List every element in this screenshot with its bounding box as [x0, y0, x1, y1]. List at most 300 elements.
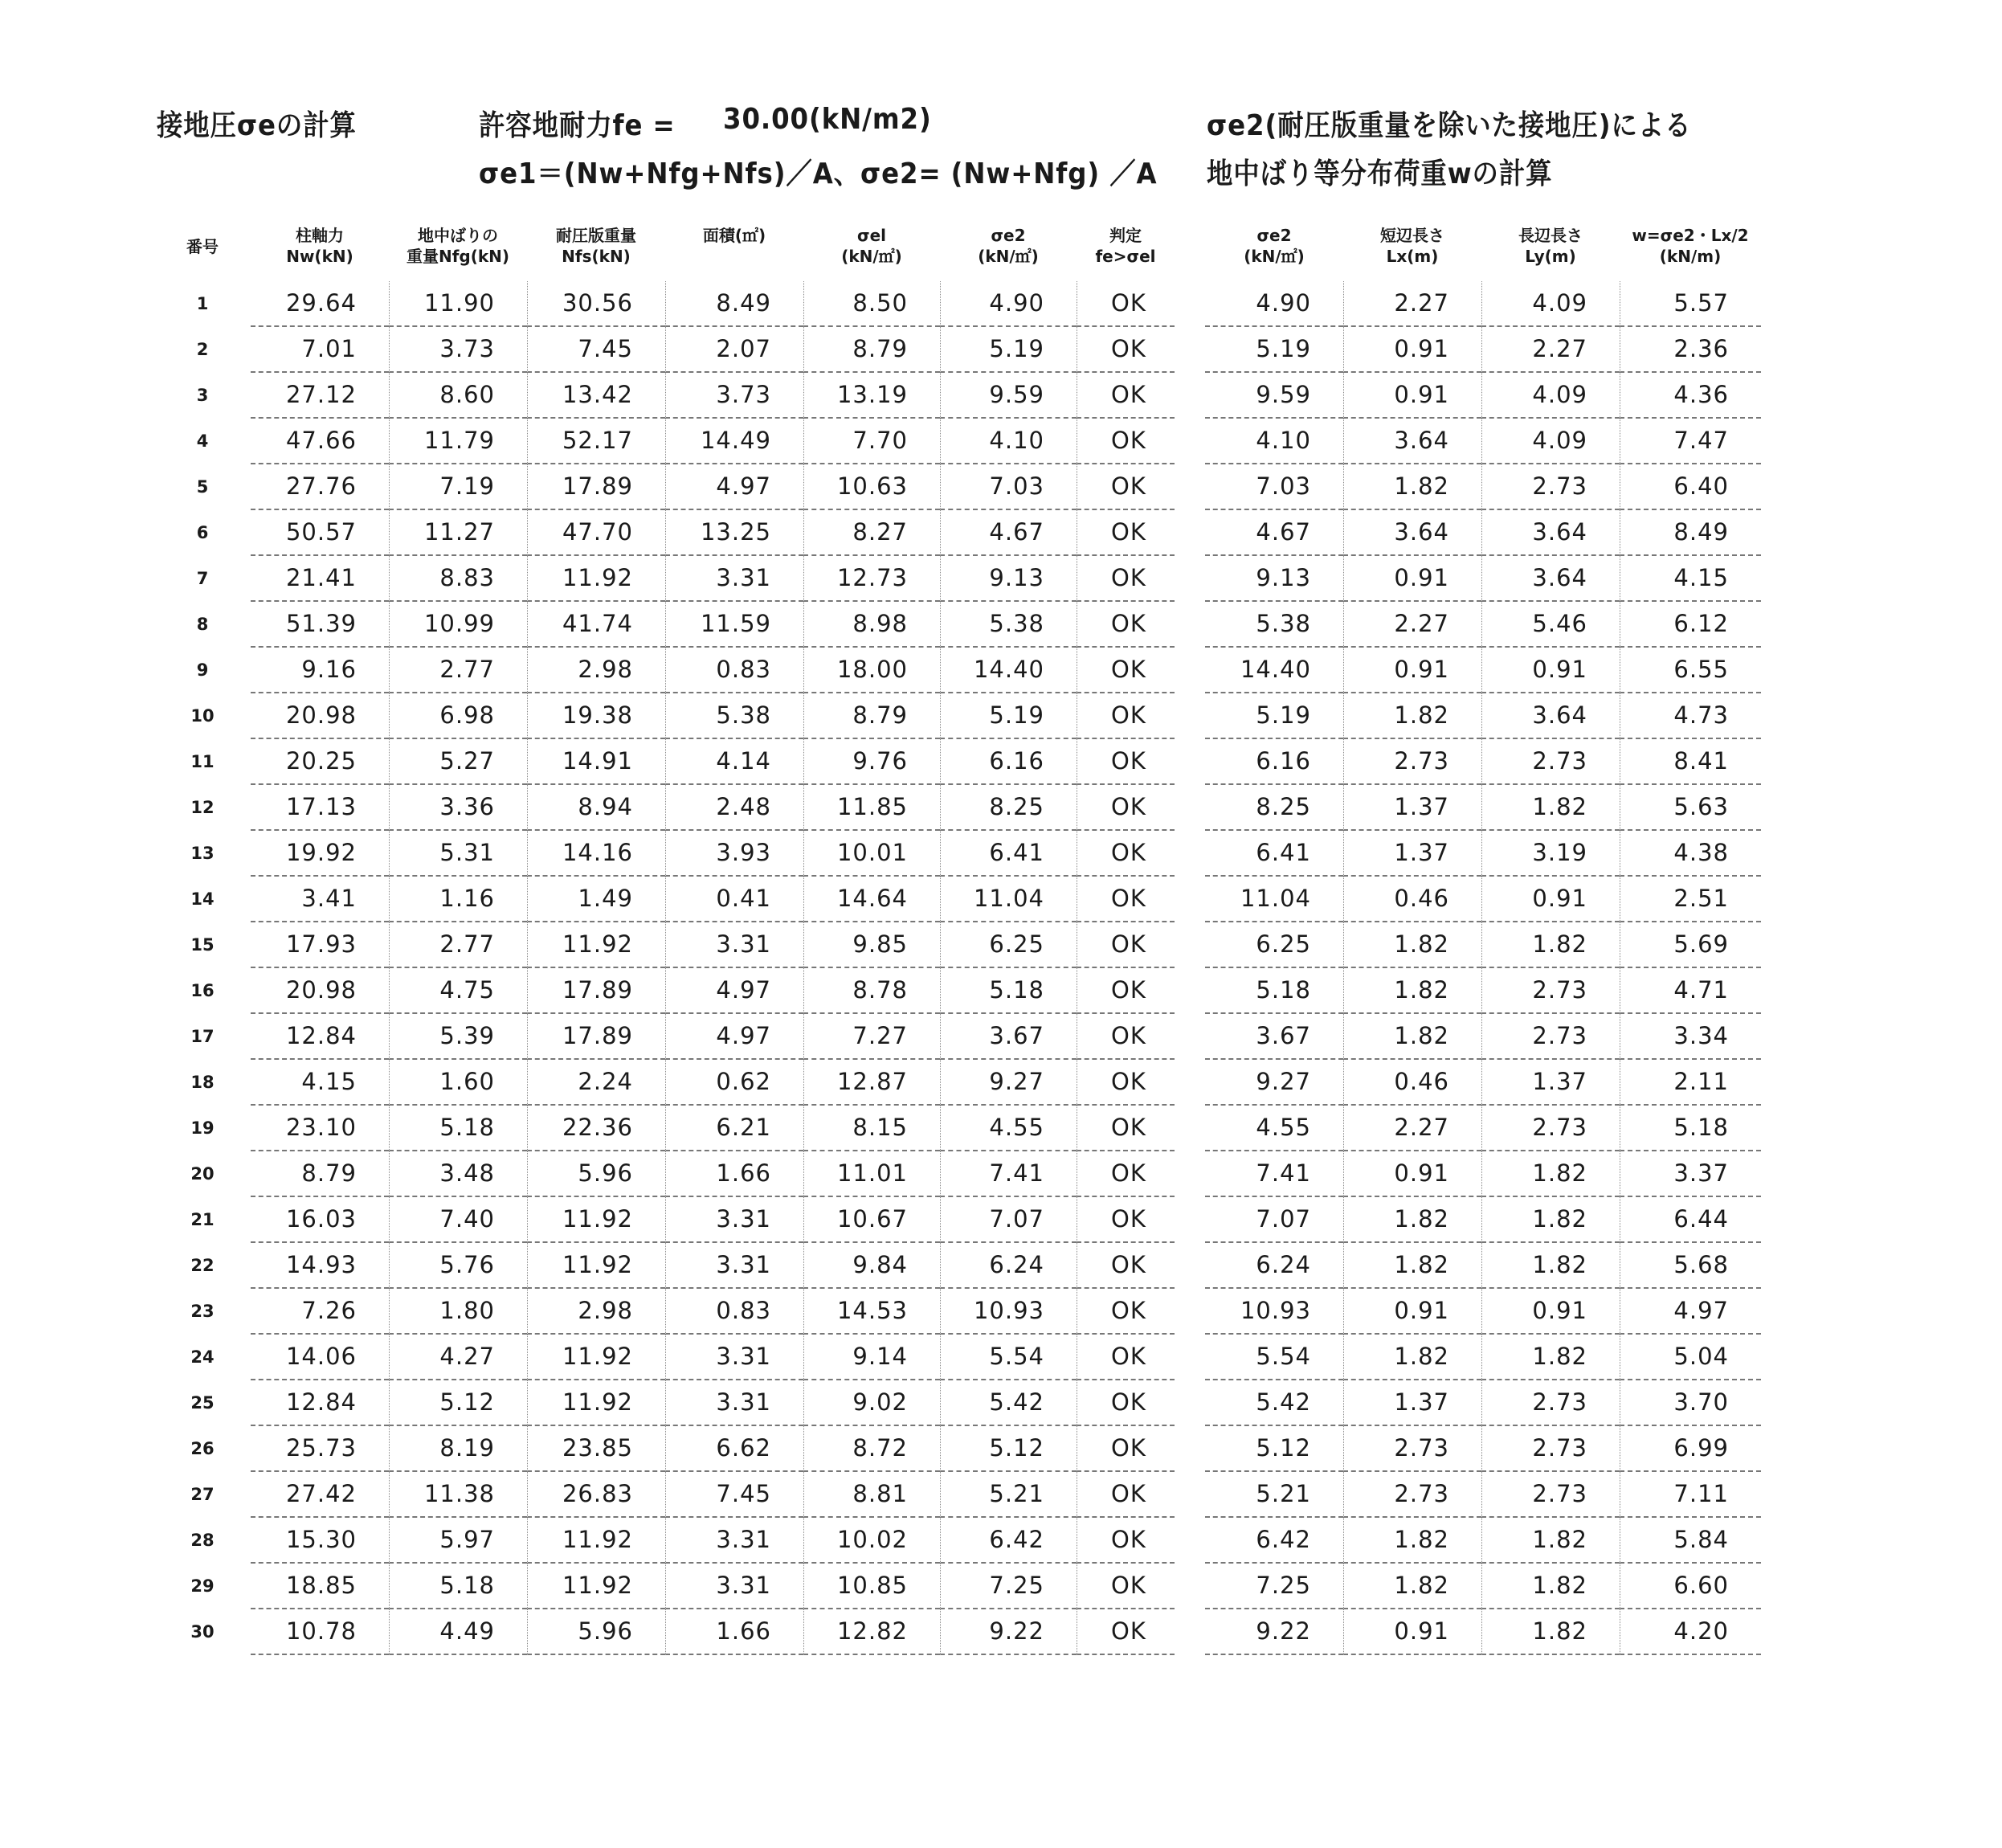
cell-judgement: OK	[1077, 1380, 1175, 1426]
cell-distributed-load-w: 2.51	[1620, 877, 1761, 922]
allowable-label: 許容地耐力fe =	[479, 109, 676, 142]
cell-slab-weight: 19.38	[527, 693, 665, 739]
cell-slab-weight: 11.92	[527, 1243, 665, 1289]
cell-sigma-e1: 7.27	[803, 1014, 940, 1060]
cell-area: 3.31	[665, 556, 803, 602]
cell-short-side-length: 0.91	[1343, 648, 1481, 693]
cell-long-side-length: 1.82	[1481, 1197, 1620, 1243]
table-row	[154, 1380, 1175, 1426]
cell-sigma-e2-right: 14.40	[1205, 648, 1343, 693]
cell-column-axial-force: 14.93	[251, 1243, 389, 1289]
cell-area: 11.59	[665, 602, 803, 648]
table-row	[154, 1472, 1175, 1518]
table-row	[1205, 968, 1761, 1014]
cell-row-number: 11	[190, 752, 214, 771]
cell-row-number: 20	[190, 1164, 214, 1184]
cell-distributed-load-w: 6.12	[1620, 602, 1761, 648]
cell-slab-weight: 22.36	[527, 1106, 665, 1151]
cell-short-side-length: 1.82	[1343, 1243, 1481, 1289]
cell-slab-weight: 41.74	[527, 602, 665, 648]
cell-slab-weight: 5.96	[527, 1609, 665, 1655]
cell-column-axial-force: 25.73	[251, 1426, 389, 1472]
cell-slab-weight: 5.96	[527, 1151, 665, 1197]
cell-slab-weight: 17.89	[527, 968, 665, 1014]
cell-area: 4.97	[665, 464, 803, 510]
cell-ground-beam-weight: 2.77	[389, 648, 527, 693]
cell-sigma-e1: 11.01	[803, 1151, 940, 1197]
table-row	[154, 1564, 1175, 1609]
cell-sigma-e2: 6.24	[940, 1243, 1077, 1289]
cell-long-side-length: 1.82	[1481, 1564, 1620, 1609]
cell-area: 1.66	[665, 1609, 803, 1655]
cell-area: 13.25	[665, 510, 803, 556]
cell-judgement: OK	[1077, 785, 1175, 831]
cell-slab-weight: 11.92	[527, 922, 665, 968]
cell-sigma-e2: 6.25	[940, 922, 1077, 968]
cell-sigma-e2-right: 5.19	[1205, 693, 1343, 739]
cell-slab-weight: 13.42	[527, 373, 665, 419]
header-sigma-e2-right: σe2 (kN/㎡)	[1244, 226, 1305, 266]
cell-distributed-load-w: 3.70	[1620, 1380, 1761, 1426]
cell-short-side-length: 0.91	[1343, 327, 1481, 373]
cell-sigma-e2-right: 6.41	[1205, 831, 1343, 877]
cell-slab-weight: 11.92	[527, 556, 665, 602]
cell-short-side-length: 1.37	[1343, 831, 1481, 877]
table-row	[154, 1014, 1175, 1060]
cell-slab-weight: 23.85	[527, 1426, 665, 1472]
cell-judgement: OK	[1077, 831, 1175, 877]
cell-distributed-load-w: 3.34	[1620, 1014, 1761, 1060]
cell-sigma-e2-right: 6.24	[1205, 1243, 1343, 1289]
cell-distributed-load-w: 7.11	[1620, 1472, 1761, 1518]
cell-area: 3.93	[665, 831, 803, 877]
cell-distributed-load-w: 4.71	[1620, 968, 1761, 1014]
cell-sigma-e2-right: 6.42	[1205, 1518, 1343, 1564]
cell-column-axial-force: 23.10	[251, 1106, 389, 1151]
cell-ground-beam-weight: 5.76	[389, 1243, 527, 1289]
cell-ground-beam-weight: 11.79	[389, 419, 527, 464]
cell-long-side-length: 0.91	[1481, 1289, 1620, 1335]
cell-sigma-e1: 8.72	[803, 1426, 940, 1472]
cell-judgement: OK	[1077, 1472, 1175, 1518]
cell-area: 3.73	[665, 373, 803, 419]
table-row	[154, 968, 1175, 1014]
ground-pressure-table	[154, 225, 1175, 1655]
header-column-axial-force: 柱軸力 Nw(kN)	[286, 226, 353, 266]
cell-short-side-length: 0.91	[1343, 556, 1481, 602]
cell-short-side-length: 1.82	[1343, 1197, 1481, 1243]
cell-slab-weight: 14.16	[527, 831, 665, 877]
cell-slab-weight: 2.24	[527, 1060, 665, 1106]
cell-long-side-length: 2.73	[1481, 968, 1620, 1014]
cell-area: 3.31	[665, 1243, 803, 1289]
cell-sigma-e2: 9.22	[940, 1609, 1077, 1655]
cell-row-number: 6	[196, 523, 209, 542]
cell-column-axial-force: 21.41	[251, 556, 389, 602]
cell-row-number: 17	[190, 1027, 214, 1046]
cell-short-side-length: 1.82	[1343, 1335, 1481, 1380]
table-row	[154, 281, 1175, 327]
cell-ground-beam-weight: 10.99	[389, 602, 527, 648]
cell-sigma-e1: 12.87	[803, 1060, 940, 1106]
cell-distributed-load-w: 6.99	[1620, 1426, 1761, 1472]
cell-area: 5.38	[665, 693, 803, 739]
cell-ground-beam-weight: 5.27	[389, 739, 527, 785]
cell-slab-weight: 11.92	[527, 1380, 665, 1426]
cell-sigma-e1: 10.85	[803, 1564, 940, 1609]
cell-ground-beam-weight: 3.36	[389, 785, 527, 831]
cell-short-side-length: 3.64	[1343, 419, 1481, 464]
cell-area: 0.62	[665, 1060, 803, 1106]
cell-long-side-length: 1.82	[1481, 1609, 1620, 1655]
table-row	[1205, 1289, 1761, 1335]
cell-sigma-e2-right: 6.25	[1205, 922, 1343, 968]
cell-long-side-length: 0.91	[1481, 877, 1620, 922]
cell-long-side-length: 1.82	[1481, 1518, 1620, 1564]
cell-sigma-e2-right: 3.67	[1205, 1014, 1343, 1060]
cell-area: 0.41	[665, 877, 803, 922]
cell-row-number: 30	[190, 1622, 214, 1642]
cell-row-number: 7	[196, 569, 209, 588]
cell-ground-beam-weight: 11.38	[389, 1472, 527, 1518]
cell-sigma-e2: 3.67	[940, 1014, 1077, 1060]
cell-slab-weight: 11.92	[527, 1518, 665, 1564]
cell-distributed-load-w: 4.97	[1620, 1289, 1761, 1335]
cell-sigma-e1: 9.84	[803, 1243, 940, 1289]
table-row	[1205, 1426, 1761, 1472]
cell-distributed-load-w: 6.60	[1620, 1564, 1761, 1609]
cell-judgement: OK	[1077, 1151, 1175, 1197]
cell-slab-weight: 2.98	[527, 648, 665, 693]
cell-judgement: OK	[1077, 1014, 1175, 1060]
cell-area: 1.66	[665, 1151, 803, 1197]
cell-distributed-load-w: 3.37	[1620, 1151, 1761, 1197]
cell-short-side-length: 1.82	[1343, 1014, 1481, 1060]
cell-sigma-e1: 14.64	[803, 877, 940, 922]
cell-slab-weight: 47.70	[527, 510, 665, 556]
header-sigma-e1: σel (kN/㎡)	[841, 226, 902, 266]
cell-long-side-length: 3.64	[1481, 693, 1620, 739]
header-ground-beam-weight: 地中ばりの 重量Nfg(kN)	[406, 226, 510, 266]
cell-ground-beam-weight: 8.19	[389, 1426, 527, 1472]
cell-area: 3.31	[665, 1335, 803, 1380]
cell-area: 14.49	[665, 419, 803, 464]
cell-row-number: 8	[196, 615, 209, 634]
cell-area: 2.48	[665, 785, 803, 831]
cell-slab-weight: 26.83	[527, 1472, 665, 1518]
cell-area: 0.83	[665, 1289, 803, 1335]
cell-slab-weight: 1.49	[527, 877, 665, 922]
cell-column-axial-force: 4.15	[251, 1060, 389, 1106]
cell-distributed-load-w: 6.44	[1620, 1197, 1761, 1243]
cell-column-axial-force: 3.41	[251, 877, 389, 922]
table-row	[1205, 556, 1761, 602]
cell-sigma-e2: 10.93	[940, 1289, 1077, 1335]
cell-short-side-length: 1.82	[1343, 464, 1481, 510]
table-row	[154, 1289, 1175, 1335]
cell-long-side-length: 0.91	[1481, 648, 1620, 693]
cell-sigma-e2-right: 6.16	[1205, 739, 1343, 785]
cell-judgement: OK	[1077, 510, 1175, 556]
cell-column-axial-force: 20.98	[251, 968, 389, 1014]
cell-column-axial-force: 19.92	[251, 831, 389, 877]
cell-sigma-e2: 14.40	[940, 648, 1077, 693]
cell-ground-beam-weight: 5.39	[389, 1014, 527, 1060]
table-row	[154, 1609, 1175, 1655]
cell-sigma-e2: 11.04	[940, 877, 1077, 922]
left-table-body	[154, 281, 1175, 1655]
cell-judgement: OK	[1077, 1609, 1175, 1655]
table-row	[1205, 327, 1761, 373]
cell-sigma-e2: 7.41	[940, 1151, 1077, 1197]
cell-area: 3.31	[665, 1518, 803, 1564]
cell-long-side-length: 3.64	[1481, 556, 1620, 602]
cell-ground-beam-weight: 2.77	[389, 922, 527, 968]
cell-ground-beam-weight: 4.27	[389, 1335, 527, 1380]
cell-column-axial-force: 17.93	[251, 922, 389, 968]
cell-sigma-e2-right: 5.54	[1205, 1335, 1343, 1380]
cell-long-side-length: 2.27	[1481, 327, 1620, 373]
cell-area: 6.62	[665, 1426, 803, 1472]
cell-short-side-length: 1.82	[1343, 968, 1481, 1014]
cell-ground-beam-weight: 4.75	[389, 968, 527, 1014]
cell-long-side-length: 1.82	[1481, 1243, 1620, 1289]
cell-row-number: 2	[196, 340, 209, 359]
cell-area: 3.31	[665, 1564, 803, 1609]
cell-area: 0.83	[665, 648, 803, 693]
cell-short-side-length: 0.46	[1343, 1060, 1481, 1106]
cell-column-axial-force: 10.78	[251, 1609, 389, 1655]
cell-short-side-length: 2.73	[1343, 739, 1481, 785]
cell-distributed-load-w: 4.73	[1620, 693, 1761, 739]
table-row	[154, 739, 1175, 785]
table-row	[154, 1243, 1175, 1289]
cell-column-axial-force: 51.39	[251, 602, 389, 648]
header-short-side-length: 短辺長さ Lx(m)	[1380, 226, 1444, 266]
table-row	[1205, 1106, 1761, 1151]
main-title: 接地圧σeの計算	[157, 109, 357, 142]
formula-text: σe1＝(Nw+Nfg+Nfs)／A、σe2= (Nw+Nfg) ／A	[479, 157, 1158, 190]
cell-short-side-length: 0.91	[1343, 373, 1481, 419]
cell-sigma-e1: 9.76	[803, 739, 940, 785]
cell-sigma-e1: 9.14	[803, 1335, 940, 1380]
cell-judgement: OK	[1077, 1426, 1175, 1472]
cell-judgement: OK	[1077, 1518, 1175, 1564]
cell-sigma-e2: 5.19	[940, 693, 1077, 739]
cell-sigma-e2: 5.19	[940, 327, 1077, 373]
table-row	[154, 693, 1175, 739]
cell-long-side-length: 1.37	[1481, 1060, 1620, 1106]
cell-row-number: 10	[190, 706, 214, 726]
cell-long-side-length: 3.19	[1481, 831, 1620, 877]
cell-sigma-e2: 5.38	[940, 602, 1077, 648]
cell-long-side-length: 4.09	[1481, 281, 1620, 327]
cell-short-side-length: 2.73	[1343, 1426, 1481, 1472]
cell-long-side-length: 4.09	[1481, 419, 1620, 464]
cell-sigma-e1: 8.98	[803, 602, 940, 648]
cell-sigma-e2-right: 4.67	[1205, 510, 1343, 556]
table-row	[1205, 739, 1761, 785]
right-table-body	[1205, 281, 1761, 1655]
table-row	[1205, 648, 1761, 693]
cell-sigma-e2: 4.90	[940, 281, 1077, 327]
cell-sigma-e1: 8.79	[803, 327, 940, 373]
cell-column-axial-force: 17.13	[251, 785, 389, 831]
cell-short-side-length: 2.27	[1343, 281, 1481, 327]
cell-slab-weight: 8.94	[527, 785, 665, 831]
table-row	[154, 419, 1175, 464]
cell-ground-beam-weight: 7.19	[389, 464, 527, 510]
cell-sigma-e2-right: 7.25	[1205, 1564, 1343, 1609]
table-row	[1205, 1197, 1761, 1243]
table-row	[154, 785, 1175, 831]
cell-area: 2.07	[665, 327, 803, 373]
cell-distributed-load-w: 5.68	[1620, 1243, 1761, 1289]
table-row	[1205, 1060, 1761, 1106]
cell-column-axial-force: 20.25	[251, 739, 389, 785]
cell-distributed-load-w: 4.36	[1620, 373, 1761, 419]
cell-slab-weight: 30.56	[527, 281, 665, 327]
cell-judgement: OK	[1077, 739, 1175, 785]
cell-sigma-e1: 8.50	[803, 281, 940, 327]
cell-row-number: 13	[190, 844, 214, 863]
cell-sigma-e2-right: 7.03	[1205, 464, 1343, 510]
cell-sigma-e1: 9.85	[803, 922, 940, 968]
cell-sigma-e2-right: 7.07	[1205, 1197, 1343, 1243]
cell-sigma-e2-right: 9.59	[1205, 373, 1343, 419]
cell-area: 4.14	[665, 739, 803, 785]
cell-distributed-load-w: 6.55	[1620, 648, 1761, 693]
table-row	[1205, 281, 1761, 327]
cell-judgement: OK	[1077, 877, 1175, 922]
cell-sigma-e2-right: 5.21	[1205, 1472, 1343, 1518]
cell-short-side-length: 0.91	[1343, 1289, 1481, 1335]
table-row	[1205, 419, 1761, 464]
table-row	[1205, 877, 1761, 922]
cell-sigma-e2: 9.13	[940, 556, 1077, 602]
cell-slab-weight: 7.45	[527, 327, 665, 373]
cell-column-axial-force: 15.30	[251, 1518, 389, 1564]
cell-judgement: OK	[1077, 556, 1175, 602]
cell-sigma-e2-right: 5.38	[1205, 602, 1343, 648]
cell-distributed-load-w: 5.18	[1620, 1106, 1761, 1151]
cell-distributed-load-w: 5.04	[1620, 1335, 1761, 1380]
cell-distributed-load-w: 4.38	[1620, 831, 1761, 877]
cell-row-number: 21	[190, 1210, 214, 1229]
cell-sigma-e2: 5.42	[940, 1380, 1077, 1426]
cell-sigma-e1: 18.00	[803, 648, 940, 693]
table-row	[1205, 1518, 1761, 1564]
table-row	[1205, 1014, 1761, 1060]
cell-slab-weight: 11.92	[527, 1564, 665, 1609]
cell-ground-beam-weight: 1.60	[389, 1060, 527, 1106]
cell-sigma-e2-right: 9.13	[1205, 556, 1343, 602]
table-row	[1205, 602, 1761, 648]
header-long-side-length: 長辺長さ Ly(m)	[1518, 226, 1583, 266]
cell-row-number: 12	[190, 798, 214, 817]
table-row	[154, 1060, 1175, 1106]
cell-sigma-e2-right: 4.55	[1205, 1106, 1343, 1151]
cell-sigma-e1: 8.79	[803, 693, 940, 739]
cell-sigma-e2-right: 8.25	[1205, 785, 1343, 831]
right-title-line1: σe2(耐圧版重量を除いた接地圧)による	[1207, 109, 1692, 142]
table-row	[1205, 831, 1761, 877]
cell-sigma-e2: 4.10	[940, 419, 1077, 464]
cell-sigma-e1: 8.15	[803, 1106, 940, 1151]
cell-judgement: OK	[1077, 968, 1175, 1014]
cell-sigma-e2-right: 5.19	[1205, 327, 1343, 373]
cell-sigma-e1: 8.81	[803, 1472, 940, 1518]
table-row	[1205, 1151, 1761, 1197]
cell-distributed-load-w: 8.49	[1620, 510, 1761, 556]
cell-short-side-length: 2.27	[1343, 602, 1481, 648]
table-row	[1205, 1472, 1761, 1518]
cell-row-number: 19	[190, 1118, 214, 1138]
cell-area: 6.21	[665, 1106, 803, 1151]
cell-ground-beam-weight: 5.97	[389, 1518, 527, 1564]
table-row	[154, 877, 1175, 922]
header-sigma-e2: σe2 (kN/㎡)	[978, 226, 1039, 266]
cell-row-number: 4	[196, 431, 209, 451]
cell-sigma-e2-right: 4.90	[1205, 281, 1343, 327]
cell-short-side-length: 1.82	[1343, 1564, 1481, 1609]
allowable-value: 30.00(kN/m2)	[723, 103, 932, 136]
cell-short-side-length: 1.82	[1343, 1518, 1481, 1564]
cell-distributed-load-w: 5.57	[1620, 281, 1761, 327]
cell-ground-beam-weight: 5.18	[389, 1106, 527, 1151]
cell-sigma-e2-right: 5.42	[1205, 1380, 1343, 1426]
cell-long-side-length: 2.73	[1481, 1380, 1620, 1426]
cell-sigma-e2: 5.21	[940, 1472, 1077, 1518]
table-row	[1205, 510, 1761, 556]
cell-row-number: 5	[196, 477, 209, 497]
header-area: 面積(㎡)	[702, 226, 766, 245]
right-title-line2: 地中ばり等分布荷重wの計算	[1207, 157, 1553, 190]
cell-column-axial-force: 27.42	[251, 1472, 389, 1518]
cell-column-axial-force: 27.76	[251, 464, 389, 510]
cell-distributed-load-w: 5.69	[1620, 922, 1761, 968]
cell-long-side-length: 2.73	[1481, 739, 1620, 785]
cell-column-axial-force: 8.79	[251, 1151, 389, 1197]
table-row	[154, 648, 1175, 693]
cell-ground-beam-weight: 3.48	[389, 1151, 527, 1197]
cell-long-side-length: 4.09	[1481, 373, 1620, 419]
distributed-load-table	[1205, 225, 1761, 1655]
cell-ground-beam-weight: 11.27	[389, 510, 527, 556]
cell-judgement: OK	[1077, 1289, 1175, 1335]
table-row	[1205, 922, 1761, 968]
table-row	[154, 327, 1175, 373]
cell-sigma-e2: 4.67	[940, 510, 1077, 556]
cell-area: 3.31	[665, 922, 803, 968]
cell-sigma-e1: 11.85	[803, 785, 940, 831]
cell-area: 4.97	[665, 1014, 803, 1060]
cell-distributed-load-w: 4.20	[1620, 1609, 1761, 1655]
cell-long-side-length: 2.73	[1481, 1106, 1620, 1151]
cell-distributed-load-w: 2.36	[1620, 327, 1761, 373]
table-row	[154, 1151, 1175, 1197]
cell-sigma-e2-right: 4.10	[1205, 419, 1343, 464]
cell-ground-beam-weight: 5.31	[389, 831, 527, 877]
cell-judgement: OK	[1077, 327, 1175, 373]
cell-long-side-length: 1.82	[1481, 1151, 1620, 1197]
cell-sigma-e2: 5.54	[940, 1335, 1077, 1380]
cell-column-axial-force: 7.26	[251, 1289, 389, 1335]
cell-column-axial-force: 12.84	[251, 1380, 389, 1426]
cell-row-number: 24	[190, 1347, 214, 1367]
cell-judgement: OK	[1077, 1060, 1175, 1106]
cell-slab-weight: 17.89	[527, 1014, 665, 1060]
